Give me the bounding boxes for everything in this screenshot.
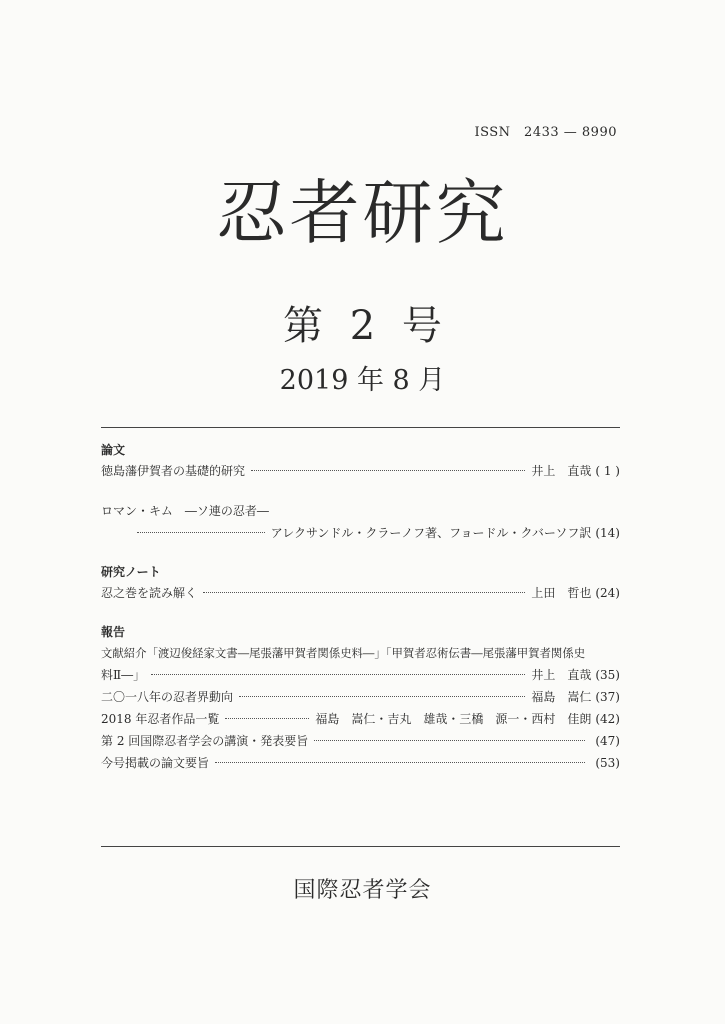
dot-leader <box>225 718 309 719</box>
entry-page: (35) <box>595 668 620 682</box>
entry-title: 第 2 回国際忍者学会の講演・発表要旨 <box>101 734 309 748</box>
entry-author: 井上 直哉 <box>531 668 592 682</box>
dot-leader <box>314 740 585 741</box>
toc-entry[interactable] <box>101 686 620 708</box>
entry-author: アレクサンドル・クラーノフ著、フョードル・クバーソフ訳 <box>270 526 592 540</box>
entry-page: (53) <box>595 756 620 770</box>
issue-date: 2019 年 8 月 <box>279 365 446 396</box>
entry-title: 二〇一八年の忍者界動向 <box>101 690 234 704</box>
journal-title: 忍者研究 <box>216 172 509 254</box>
table-of-contents <box>101 440 620 774</box>
dot-leader <box>215 762 585 763</box>
top-divider <box>101 427 620 428</box>
toc-entry[interactable] <box>101 664 620 686</box>
dot-leader <box>239 696 525 697</box>
entry-title: 今号掲載の論文要旨 <box>101 756 210 770</box>
toc-entry[interactable] <box>101 752 620 774</box>
toc-entry[interactable] <box>101 582 620 604</box>
toc-entry-title-line[interactable]: ロマン・キム ―ソ連の忍者― <box>101 504 269 518</box>
entry-title: 忍之巻を読み解く <box>101 586 198 600</box>
entry-title: 2018 年忍者作品一覧 <box>101 712 220 726</box>
entry-title: 料Ⅱ―」 <box>101 668 146 682</box>
section-heading-ronbun: 論文 <box>101 443 126 457</box>
entry-author: 井上 直哉 <box>531 464 592 478</box>
entry-page: (37) <box>595 690 620 704</box>
bottom-divider <box>101 846 620 847</box>
entry-author: 福島 嵩仁・吉丸 雄哉・三橋 源一・西村 佳朗 <box>315 712 592 726</box>
toc-entry[interactable] <box>101 730 620 752</box>
section-heading-report: 報告 <box>101 625 126 639</box>
toc-entry[interactable] <box>101 522 620 544</box>
toc-entry[interactable] <box>101 460 620 482</box>
entry-page: (14) <box>595 526 620 540</box>
publisher-name: 国際忍者学会 <box>293 878 432 903</box>
entry-author: 上田 哲也 <box>531 586 592 600</box>
toc-entry-title-line[interactable]: 文献紹介「渡辺俊経家文書―尾張藩甲賀者関係史料―」「甲賀者忍術伝書―尾張藩甲賀者関係史 <box>101 646 586 660</box>
dot-leader <box>151 674 525 675</box>
issn-number: ISSN 2433 — 8990 <box>474 125 617 140</box>
dot-leader <box>251 470 525 471</box>
entry-page: (47) <box>595 734 620 748</box>
dot-leader <box>203 592 525 593</box>
issue-number: 第 2 号 <box>283 303 442 349</box>
entry-page: (42) <box>595 712 620 726</box>
entry-page: (24) <box>595 586 620 600</box>
entry-page: ( 1 ) <box>595 464 620 478</box>
dot-leader <box>137 532 265 533</box>
section-heading-note: 研究ノート <box>101 565 161 579</box>
toc-entry[interactable] <box>101 708 620 730</box>
entry-author: 福島 嵩仁 <box>531 690 592 704</box>
entry-title: 徳島藩伊賀者の基礎的研究 <box>101 464 246 478</box>
